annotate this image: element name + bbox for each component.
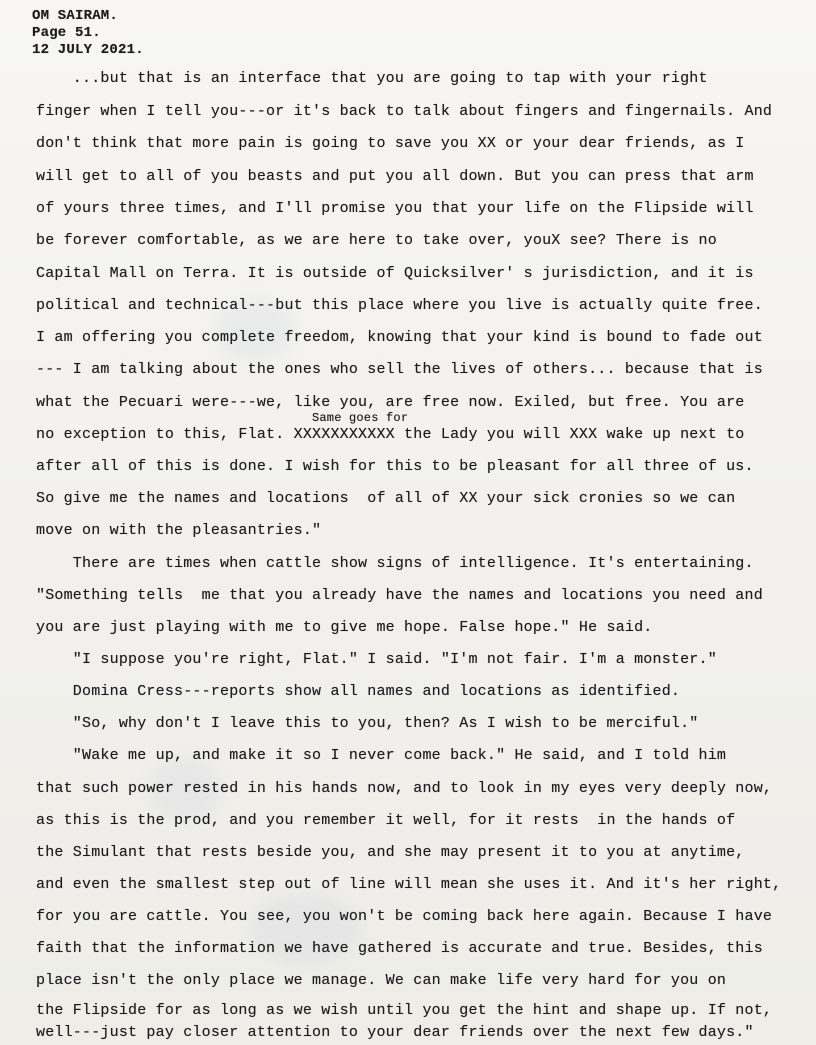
body-line: finger when I tell you---or it's back to talk about fingers and fingernails. And <box>36 103 773 120</box>
body-line: Capital Mall on Terra. It is outside of Quicksilver' s jurisdiction, and it is <box>36 265 754 282</box>
body-line: I am offering you complete freedom, knowing that your kind is bound to fade out <box>36 329 763 346</box>
body-line: that such power rested in his hands now, and to look in my eyes very deeply now, <box>36 780 773 797</box>
body-line: --- I am talking about the ones who sell the lives of others... because that is <box>36 361 763 378</box>
body-line: for you are cattle. You see, you won't be coming back here again. Because I have <box>36 908 773 925</box>
body-line: Domina Cress---reports show all names and locations as identified. <box>36 683 681 700</box>
body-line: "I suppose you're right, Flat." I said. "I'm not fair. I'm a monster." <box>36 651 717 668</box>
body-line: well---just pay closer attention to your dear friends over the next few days." <box>36 1024 754 1041</box>
body-line: after all of this is done. I wish for this to be pleasant for all three of us. <box>36 458 754 475</box>
body-line: "Something tells me that you already have the names and locations you need and <box>36 587 763 604</box>
body-line: ...but that is an interface that you are going to tap with your right <box>36 70 708 87</box>
header-line-1: OM SAIRAM. <box>32 8 119 24</box>
body-line: be forever comfortable, as we are here to take over, youX see? There is no <box>36 232 717 249</box>
body-line: faith that the information we have gathered is accurate and true. Besides, this <box>36 940 763 957</box>
body-line: don't think that more pain is going to save you XX or your dear friends, as I <box>36 135 745 152</box>
body-line: and even the smallest step out of line will mean she uses it. And it's her right, <box>36 876 782 893</box>
body-line: "Wake me up, and make it so I never come back." He said, and I told him <box>36 747 727 764</box>
header-page-number: Page 51. <box>32 25 101 41</box>
body-line: you are just playing with me to give me hope. False hope." He said. <box>36 619 653 636</box>
body-line: as this is the prod, and you remember it well, for it rests in the hands of <box>36 812 736 829</box>
body-line: So give me the names and locations of all of XX your sick cronies so we can <box>36 490 736 507</box>
body-line: the Flipside for as long as we wish until you get the hint and shape up. If not, <box>36 1002 773 1019</box>
body-line: move on with the pleasantries." <box>36 522 322 539</box>
interlinear-insert: Same goes for <box>312 411 409 425</box>
body-line: will get to all of you beasts and put you all down. But you can press that arm <box>36 168 754 185</box>
body-line: of yours three times, and I'll promise you that your life on the Flipside will <box>36 200 754 217</box>
body-line: what the Pecuari were---we, like you, are free now. Exiled, but free. You are <box>36 394 745 411</box>
body-line: no exception to this, Flat. XXXXXXXXXXX the Lady you will XXX wake up next to <box>36 426 745 443</box>
body-line: "So, why don't I leave this to you, then? As I wish to be merciful." <box>36 715 699 732</box>
header-date: 12 JULY 2021. <box>32 42 144 58</box>
body-line: political and technical---but this place where you live is actually quite free. <box>36 297 763 314</box>
body-line: the Simulant that rests beside you, and she may present it to you at anytime, <box>36 844 745 861</box>
body-line: There are times when cattle show signs of intelligence. It's entertaining. <box>36 555 754 572</box>
body-line: place isn't the only place we manage. We can make life very hard for you on <box>36 972 727 989</box>
